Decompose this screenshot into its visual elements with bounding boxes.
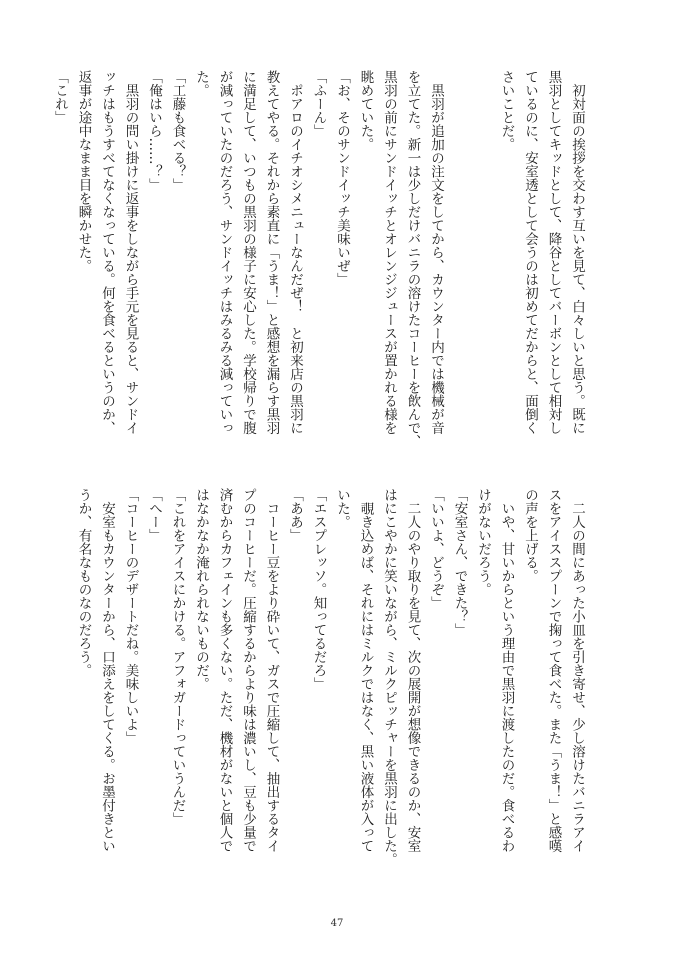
text-line: さいことだ。 xyxy=(498,70,515,151)
text-tier-top xyxy=(48,70,589,450)
text-line: 眺めていた。 xyxy=(357,70,374,151)
text-line xyxy=(447,70,471,450)
text-line: 教えてやる。それから素直に「うま！」と感想を漏らす黒羽 xyxy=(263,70,280,435)
text-line: 「ふーん」 xyxy=(310,70,327,138)
text-line: 「ああ」 xyxy=(287,488,303,542)
text-line: 覗き込めば、それにはミルクではなく、黒い液体が入って xyxy=(357,488,374,853)
text-line: うか、有名なものなのだろう。 xyxy=(75,488,92,677)
page-number: 47 xyxy=(330,918,344,929)
text-line: 初対面の挨拶を交わす互いを見て、白々しいと思う。既に xyxy=(569,70,585,435)
text-line: いた。 xyxy=(334,488,350,529)
text-line: コーヒー豆をより砕いて、ガスで圧縮して、抽出するタイ xyxy=(263,488,280,853)
text-line: の声を上げる。 xyxy=(522,488,538,583)
text-line: 黒羽が追加の注文をしてから、カウンター内では機械が音 xyxy=(428,70,444,435)
text-line: ているのに、安室透として会うのは初めてだからと、面倒く xyxy=(522,70,538,435)
text-line: 二人の間にあった小皿を引き寄せ、少し溶けたバニラアイ xyxy=(569,488,585,853)
text-line: 黒羽としてキッドとして、降谷としてバーボンとして相対し xyxy=(545,70,562,435)
text-line xyxy=(471,70,495,450)
text-line: ポアロのイチオシメニューなんだぜ！ と初来店の黒羽に xyxy=(287,70,303,435)
text-line: 「コーヒーのデザートだね。美味しいよ」 xyxy=(122,488,139,745)
text-line: 二人のやり取りを見て、次の展開が想像できるのか、安室 xyxy=(404,488,421,853)
text-line: 「俺はいら……？」 xyxy=(146,70,162,192)
text-line: はにこやかに笑いながら、ミルクピッチャーを黒羽に出した。 xyxy=(381,488,397,866)
text-line: を立てた。新一は少しだけバニラの溶けたコーヒーを飲んで、 xyxy=(404,70,421,448)
text-line: プのコーヒーだ。圧縮するからより味は濃いし、豆も少量で xyxy=(240,488,256,853)
text-line: けがないだろう。 xyxy=(475,488,491,596)
text-line: た。 xyxy=(193,70,209,97)
text-line: いや、甘いからという理由で黒羽に渡したのだ。食べるわ xyxy=(498,488,515,853)
text-line: はなかなか淹れられないものだ。 xyxy=(193,488,209,691)
text-line: ッチはもうすべてなくなっている。何を食べるというのか、 xyxy=(99,70,115,435)
text-line: 「工藤も食べる？」 xyxy=(169,70,186,192)
text-line: 済むからカフェインも多くない。ただ、機材がないと個人で xyxy=(216,488,233,853)
text-line: 黒羽の前にサンドイッチとオレンジジュースが置かれる様を xyxy=(381,70,397,435)
text-line: に満足して、いつもの黒羽の様子に安心した。学校帰りで腹 xyxy=(240,70,256,435)
text-line: 黒羽の問い掛けに返事をしながら手元を見ると、サンドイ xyxy=(122,70,139,435)
text-tier-bottom xyxy=(71,488,588,868)
text-line: 「いいよ、どうぞ」 xyxy=(428,488,444,610)
text-line: 返事が途中なまま目を瞬かせた。 xyxy=(75,70,92,273)
text-line: スをアイススプーンで掬って食べた。また「うま！」と感嘆 xyxy=(545,488,562,853)
text-line: が減っていたのだろう、サンドイッチはみるみる減っていっ xyxy=(216,70,233,435)
text-line: 「お、そのサンドイッチ美味いぜ」 xyxy=(334,70,350,286)
text-line: 「エスプレッソ。知ってるだろ」 xyxy=(310,488,327,691)
text-line: 「これをアイスにかける。アフォガードっていうんだ」 xyxy=(169,488,186,826)
text-line: 「これ」 xyxy=(52,70,68,124)
text-line: 安室もカウンターから、口添えをしてくる。お墨付きとい xyxy=(99,488,115,853)
text-line: 「へー」 xyxy=(146,488,162,542)
text-line: 「安室さん、できた？」 xyxy=(451,488,468,637)
